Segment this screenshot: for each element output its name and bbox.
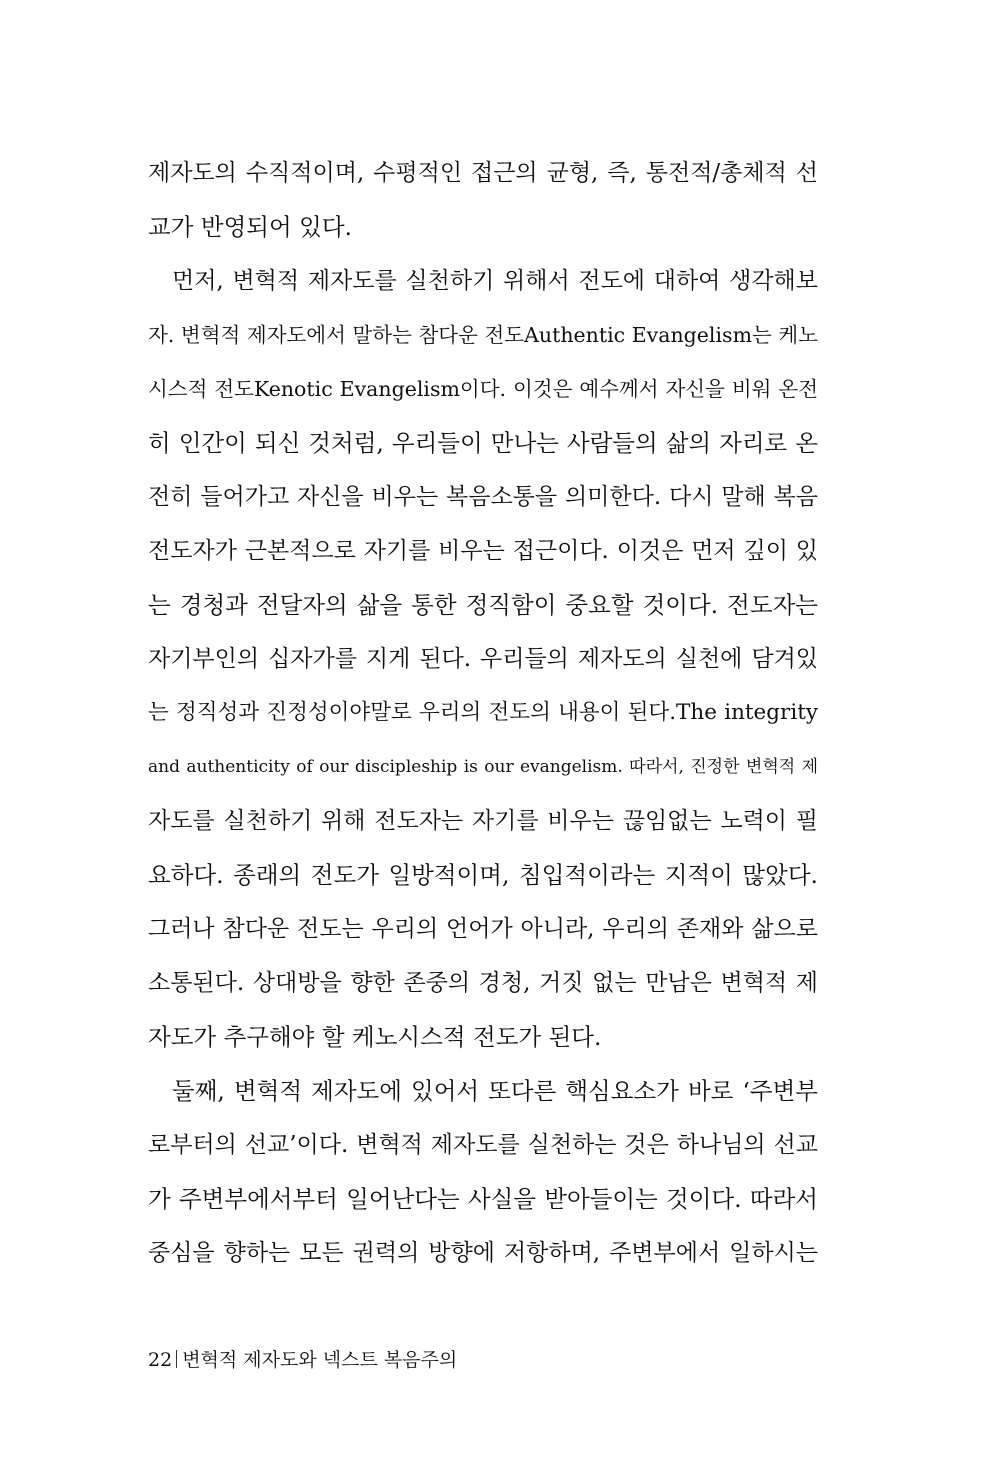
text-line: 는 경청과 전달자의 삶을 통한 정직함이 중요할 것이다. 전도자는 xyxy=(148,591,818,619)
text-line: 먼저, 변혁적 제자도를 실천하기 위해서 전도에 대하여 생각해보 xyxy=(172,268,818,294)
text-line: 로부터의 선교’이다. 변혁적 제자도를 실천하는 것은 하나님의 선교 xyxy=(148,1132,818,1158)
text-line: 교가 반영되어 있다. xyxy=(148,213,353,241)
paragraph-1 xyxy=(148,146,818,254)
text-line: 요하다. 종래의 전도가 일방적이며, 침입적이라는 지적이 많았다. xyxy=(148,861,818,889)
footer-divider xyxy=(176,1350,177,1368)
text-line: 중심을 향하는 모든 권력의 방향에 저항하며, 주변부에서 일하시는 xyxy=(148,1240,818,1266)
text-line: and authenticity of our discipleship is our evangelism. 따라서, 진정한 변혁적 제 xyxy=(148,757,818,777)
text-line: 자. 변혁적 제자도에서 말하는 참다운 전도Authentic Evangelism는 케노 xyxy=(148,323,818,347)
paragraph-2 xyxy=(148,254,818,1064)
paragraph-3 xyxy=(148,1064,818,1280)
text-line: 는 정직성과 진정성이야말로 우리의 전도의 내용이 된다.The integrity xyxy=(148,700,818,725)
text-line: 자도를 실천하기 위해 전도자는 자기를 비우는 끊임없는 노력이 필 xyxy=(148,808,818,834)
page-number: 22 xyxy=(148,1349,173,1371)
text-line: 시스적 전도Kenotic Evangelism이다. 이것은 예수께서 자신을 비워 온전 xyxy=(148,377,818,401)
text-line: 가 주변부에서부터 일어난다는 사실을 받아들이는 것이다. 따라서 xyxy=(148,1185,818,1213)
book-title: 변혁적 제자도와 넥스트 복음주의 xyxy=(182,1349,458,1371)
text-line: 전히 들어가고 자신을 비우는 복음소통을 의미한다. 다시 말해 복음 xyxy=(148,484,818,510)
text-line: 히 인간이 되신 것처럼, 우리들이 만나는 사람들의 삶의 자리로 온 xyxy=(148,429,818,457)
text-line: 소통된다. 상대방을 향한 존중의 경청, 거짓 없는 만남은 변혁적 제 xyxy=(148,970,818,996)
text-line: 자도가 추구해야 할 케노시스적 전도가 된다. xyxy=(148,1023,602,1051)
text-line: 자기부인의 십자가를 지게 된다. 우리들의 제자도의 실천에 담겨있 xyxy=(148,646,818,672)
text-line: 그러나 참다운 전도는 우리의 언어가 아니라, 우리의 존재와 삶으로 xyxy=(148,916,818,942)
body-text xyxy=(148,146,818,1280)
text-line: 둘째, 변혁적 제자도에 있어서 또다른 핵심요소가 바로 ‘주변부 xyxy=(172,1077,818,1105)
text-line: 제자도의 수직적이며, 수평적인 접근의 균형, 즉, 통전적/총체적 선 xyxy=(148,160,818,186)
text-line: 전도자가 근본적으로 자기를 비우는 접근이다. 이것은 먼저 깊이 있 xyxy=(148,538,818,564)
running-footer xyxy=(148,1348,457,1372)
